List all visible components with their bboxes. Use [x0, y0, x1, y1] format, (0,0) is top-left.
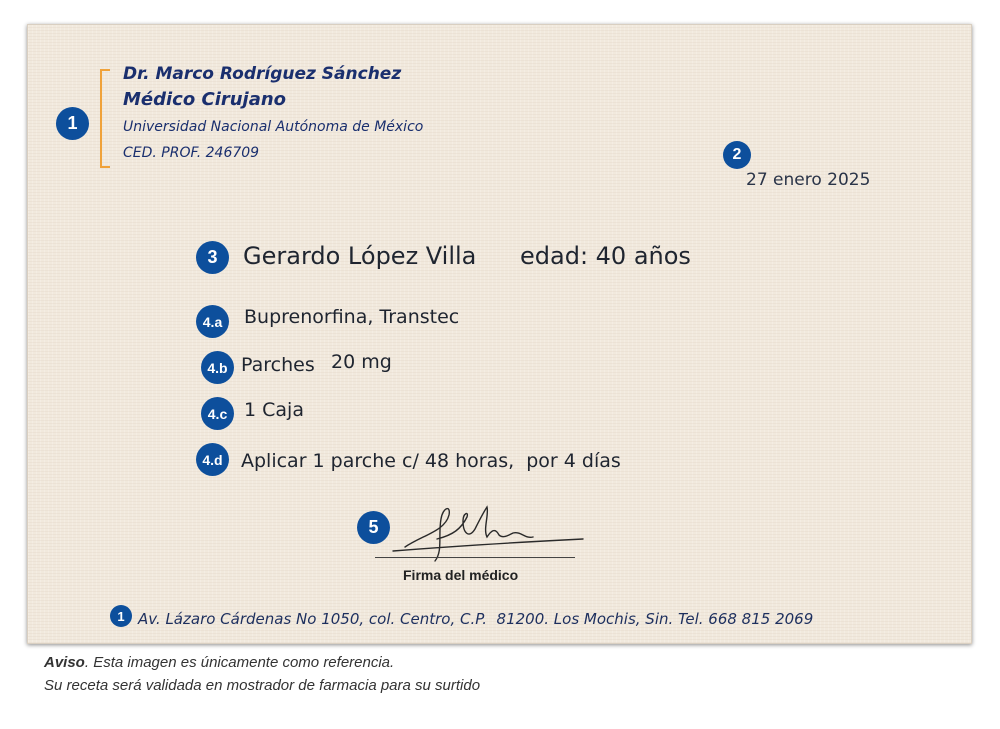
notice-bold: Aviso [44, 654, 85, 671]
badge-date: 2 [723, 141, 751, 169]
prescription-date: 27 enero 2025 [746, 170, 871, 190]
notice-text-1: . Esta imagen es únicamente como referencia. [84, 654, 395, 671]
doctor-license: CED. PROF. 246709 [123, 145, 260, 161]
badge-quantity: 4.c [201, 397, 234, 430]
doctor-name: Dr. Marco Rodríguez Sánchez [123, 64, 402, 84]
drug-form: Parches [241, 354, 315, 376]
badge-form: 4.b [201, 351, 234, 384]
clinic-address: Av. Lázaro Cárdenas No 1050, col. Centro, C.P. 81200. Los Mochis, Sin. Tel. 668 815 2069 [138, 610, 814, 628]
signature-scribble [383, 499, 593, 569]
signature-label: Firma del médico [403, 567, 519, 583]
drug-instructions: Aplicar 1 parche c/ 48 horas, por 4 días [241, 450, 621, 472]
drug-dose: 20 mg [331, 351, 392, 373]
signature-line [375, 557, 575, 558]
doctor-title: Médico Cirujano [123, 89, 287, 110]
patient-name: Gerardo López Villa [243, 242, 477, 270]
badge-instructions: 4.d [196, 443, 229, 476]
doctor-university: Universidad Nacional Autónoma de México [123, 119, 424, 135]
prescription-card [27, 24, 972, 644]
drug-quantity: 1 Caja [244, 399, 304, 421]
notice-line-2: Su receta será validada en mostrador de farmacia para su surtido [44, 677, 481, 694]
badge-drug: 4.a [196, 305, 229, 338]
badge-patient: 3 [196, 241, 229, 274]
badge-doctor: 1 [56, 107, 89, 140]
notice-line-1 [44, 654, 394, 671]
drug-name: Buprenorfina, Transtec [244, 306, 460, 328]
patient-age: edad: 40 años [520, 242, 691, 270]
badge-signature: 5 [357, 511, 390, 544]
badge-address: 1 [110, 605, 132, 627]
doctor-bracket [100, 69, 110, 168]
